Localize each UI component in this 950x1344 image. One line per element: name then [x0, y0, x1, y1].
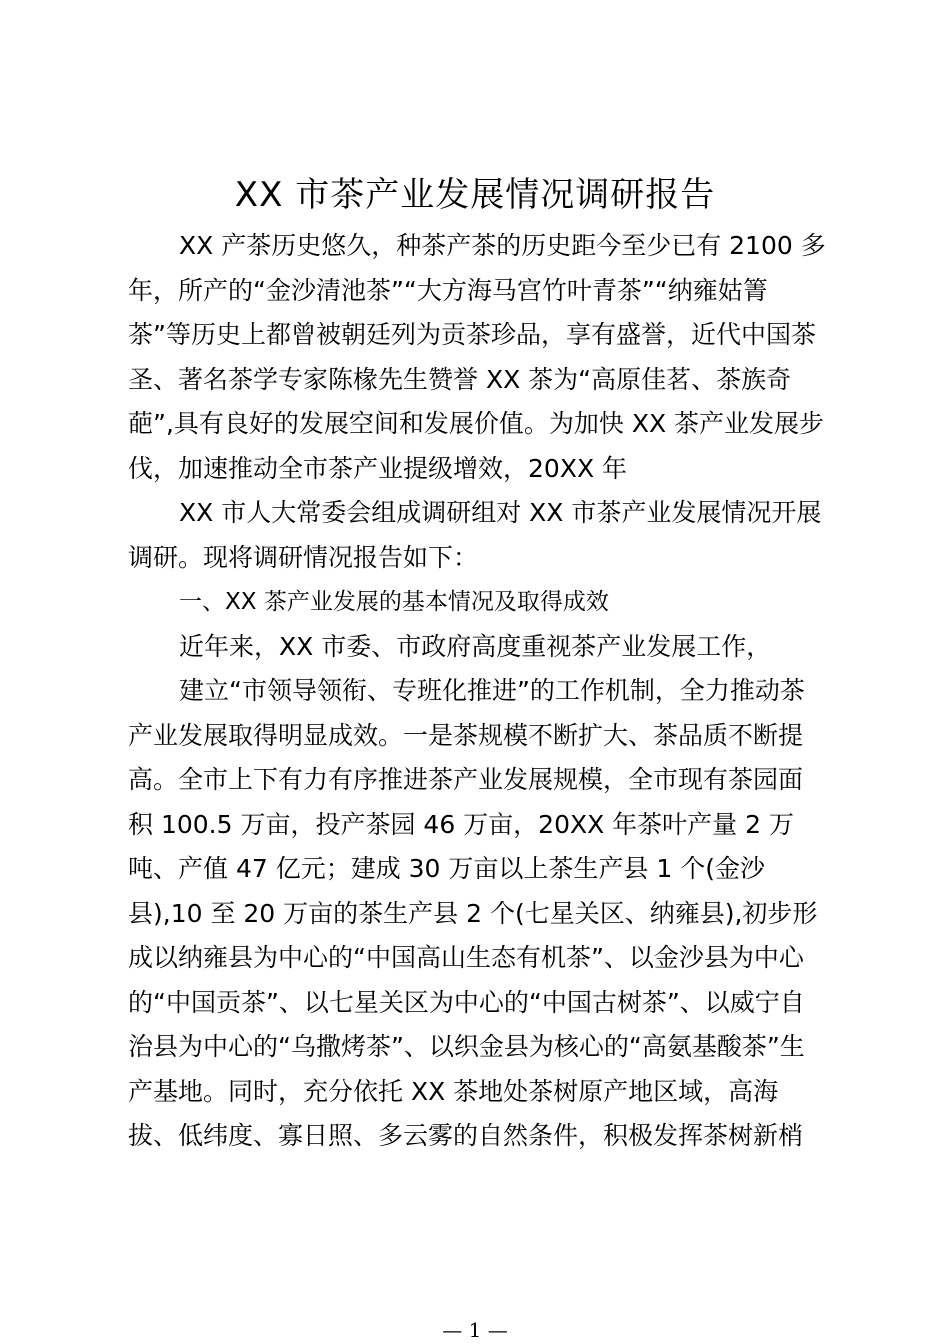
page-number: — 1 —	[442, 1318, 508, 1342]
paragraph-line: 产基地。同时，充分依托 XX 茶地处茶树原产地区域，高海	[128, 1076, 779, 1106]
paragraph-line: 圣、著名茶学专家陈椽先生赞誉 XX 茶为“高原佳茗、茶族奇	[128, 364, 792, 394]
paragraph-line: XX 产茶历史悠久，种茶产茶的历史距今至少已有 2100 多	[179, 231, 826, 260]
paragraph-line: 调研。现将调研情况报告如下：	[128, 542, 479, 572]
paragraph-line: 茶”等历史上都曾被朝廷列为贡茶珍品，享有盛誉，近代中国茶	[128, 320, 816, 349]
paragraph-line: 近年来，XX 市委、市政府高度重视茶产业发展工作，	[179, 631, 772, 661]
paragraph-line: 成以纳雍县为中心的“中国高山生态有机茶”、以金沙县为中心	[128, 943, 804, 972]
paragraph-line: 积 100.5 万亩，投产茶园 46 万亩，20XX 年茶叶产量 2 万	[128, 809, 794, 839]
document-body	[128, 224, 838, 1159]
paragraph-line: 建立“市领导领衔、专班化推进”的工作机制，全力推动茶	[179, 676, 805, 705]
paragraph-line: 年，所产的“金沙清池茶”“大方海马宫竹叶青茶”“纳雍姑箐	[128, 275, 768, 305]
document-title: XX 市茶产业发展情况调研报告	[234, 175, 716, 215]
paragraph-line: 治县为中心的“乌撒烤茶”、以织金县为核心的“高氨基酸茶”生	[128, 1032, 805, 1061]
paragraph-line: 的“中国贡茶”、以七星关区为中心的“中国古树茶”、以威宁自	[128, 987, 805, 1017]
section-heading: 一、XX 茶产业发展的基本情况及取得成效	[179, 589, 609, 615]
paragraph-line: 县),10 至 20 万亩的茶生产县 2 个(七星关区、纳雍县),初步形	[128, 898, 818, 928]
paragraph-line: 吨、产值 47 亿元；建成 30 万亩以上茶生产县 1 个(金沙	[128, 854, 765, 883]
paragraph-line: XX 市人大常委会组成调研组对 XX 市茶产业发展情况开展	[179, 498, 822, 527]
paragraph-line: 产业发展取得明显成效。一是茶规模不断扩大、茶品质不断提	[128, 720, 804, 750]
paragraph-line: 葩”,具有良好的发展空间和发展价值。为加快 XX 茶产业发展步	[128, 409, 825, 438]
paragraph-line: 高。全市上下有力有序推进茶产业发展规模，全市现有茶园面	[128, 765, 804, 794]
paragraph-line: 伐，加速推动全市茶产业提级增效，20XX 年	[128, 453, 628, 483]
paragraph-line: 拔、低纬度、寡日照、多云雾的自然条件，积极发挥茶树新梢	[128, 1121, 804, 1150]
